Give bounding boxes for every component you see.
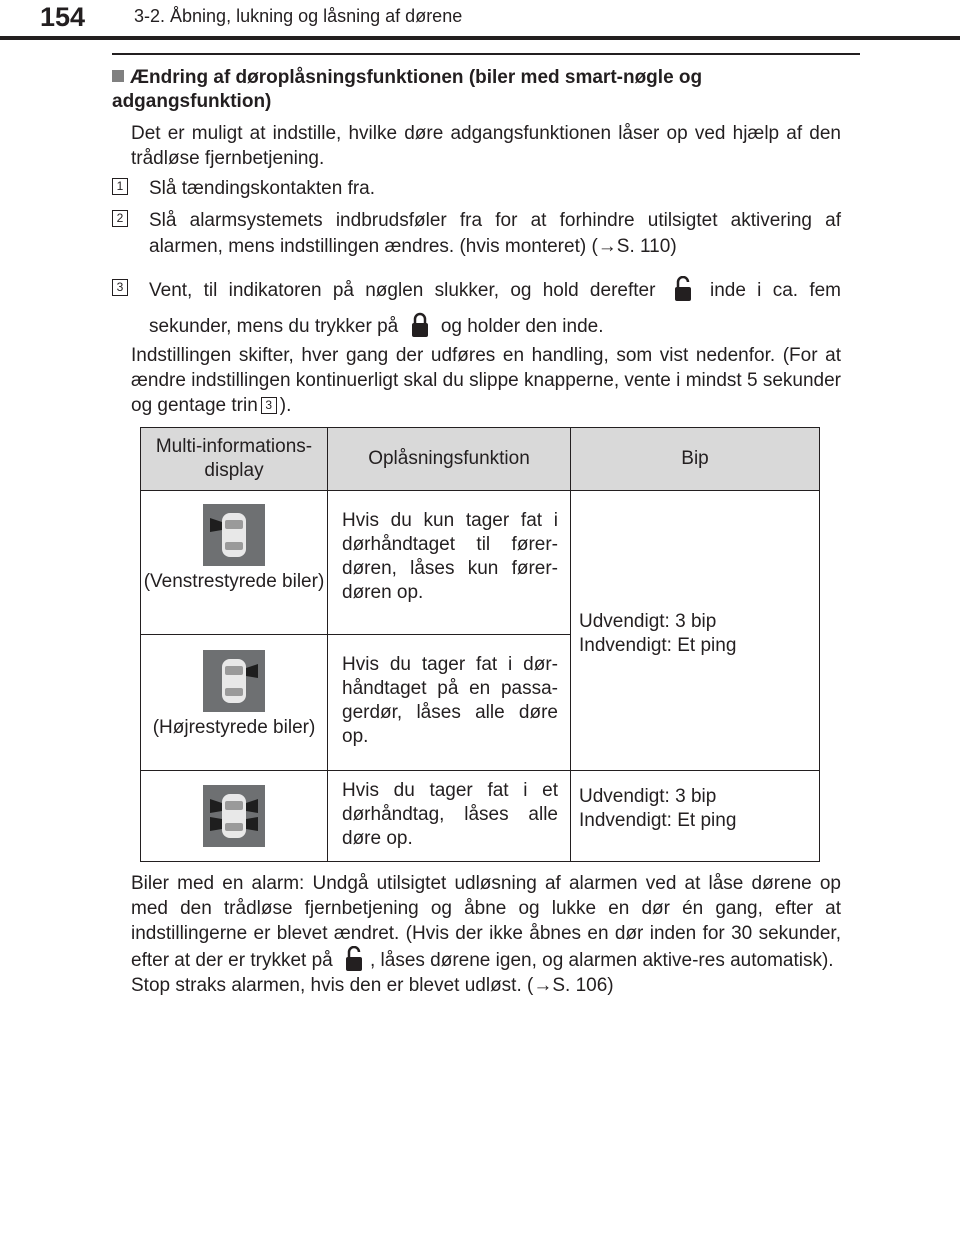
display-label: (Højrestyrede biler) [152, 717, 316, 738]
beep-cell [571, 771, 820, 862]
column-header: Oplåsningsfunktion [328, 428, 571, 491]
beep-inside: Indvendigt: Et ping [579, 634, 737, 656]
step-number: 3 [112, 279, 128, 296]
beep-inside: Indvendigt: Et ping [579, 810, 737, 831]
function-cell: Hvis du kun tager fat i dørhåndtaget til fører-døren, låses kun fører-døren op. [328, 491, 571, 635]
car-all-doors-icon [203, 785, 265, 847]
alarm-note-text: , låses dørene igen, og alarmen aktive-res automatisk). [369, 950, 834, 971]
section-divider [112, 53, 860, 55]
step-text: Slå tændingskontakten fra. [149, 178, 376, 199]
section-heading-text: Ændring af døroplåsningsfunktionen (biler med smart-nøgle og adgangsfunktion) [112, 67, 703, 112]
column-header: Bip [571, 428, 820, 491]
unlock-mode-table [140, 427, 820, 862]
intro-paragraph: Det er muligt at indstille, hvilke døre adgangsfunktionen låser op ved hjælp af den trådløse fjernbetjening. [131, 123, 841, 169]
car-passenger-door-icon [203, 650, 265, 712]
step-text-part: inde i ca. fem sekunder, mens du trykker på [149, 280, 841, 337]
display-label: (Venstrestyrede biler) [143, 571, 325, 592]
unlock-icon [673, 276, 693, 302]
header-title: 3-2. Åbning, lukning og låsning af dørene [134, 6, 463, 26]
lock-icon [410, 312, 430, 338]
step-text-part: og holder den inde. [440, 316, 604, 337]
step-text: Slå alarmsystemets indbrudsføler fra for at forhindre utilsigtet aktivering af alarmen, mens indstillingen ændres. (hvis monteret) (→S. 110) [149, 210, 841, 257]
alarm-note [131, 871, 841, 998]
setting-note-end: ). [279, 395, 292, 416]
beep-outside: Udvendigt: 3 bip [579, 610, 717, 632]
display-cell [141, 635, 328, 771]
display-cell [141, 771, 328, 862]
table-header-row [141, 428, 820, 491]
function-cell: Hvis du tager fat i et dørhåndtag, låses alle døre op. [328, 771, 571, 862]
table-row [141, 491, 820, 635]
section-heading [112, 66, 847, 114]
square-bullet-icon [112, 70, 124, 82]
step-text-part: Vent, til indikatoren på nøglen slukker, og hold derefter [149, 280, 656, 301]
step-text [149, 273, 841, 345]
beep-outside: Udvendigt: 3 bip [579, 786, 717, 807]
beep-cell [571, 491, 820, 771]
function-cell: Hvis du tager fat i dør-håndtaget på en passa-gerdør, låses alle døre op. [328, 635, 571, 771]
alarm-note-text: Biler med en alarm: Undgå utilsigtet udløsning af alarmen ved at låse dørene op med den trådløse fjernbetjening og åbne og lukke en dør én gang, efter at indstillingerne er blevet ændret. (Hvis der ikke åbnes en dør inden for 30 sekunder, efter at der er trykket på [131, 873, 841, 971]
car-driver-door-icon [203, 504, 265, 566]
step-reference: 3 [261, 397, 277, 414]
alarm-stop-note: Stop straks alarmen, hvis den er blevet udløst. (→S. 106) [131, 975, 614, 996]
step-number: 2 [112, 210, 128, 227]
setting-note [131, 343, 841, 418]
display-cell [141, 491, 328, 635]
column-header: Multi-informations-display [141, 428, 328, 491]
table-row [141, 771, 820, 862]
header-divider [0, 36, 960, 40]
step-number: 1 [112, 178, 128, 195]
setting-note-text: Indstillingen skifter, hver gang der udføres en handling, som vist nedenfor. (For at ændre indstillingen kontinuerligt skal du slippe knapperne, vente i mindst 5 sekunder og gentage trin [131, 345, 841, 416]
unlock-icon [344, 946, 364, 972]
page-number: 154 [40, 2, 86, 32]
